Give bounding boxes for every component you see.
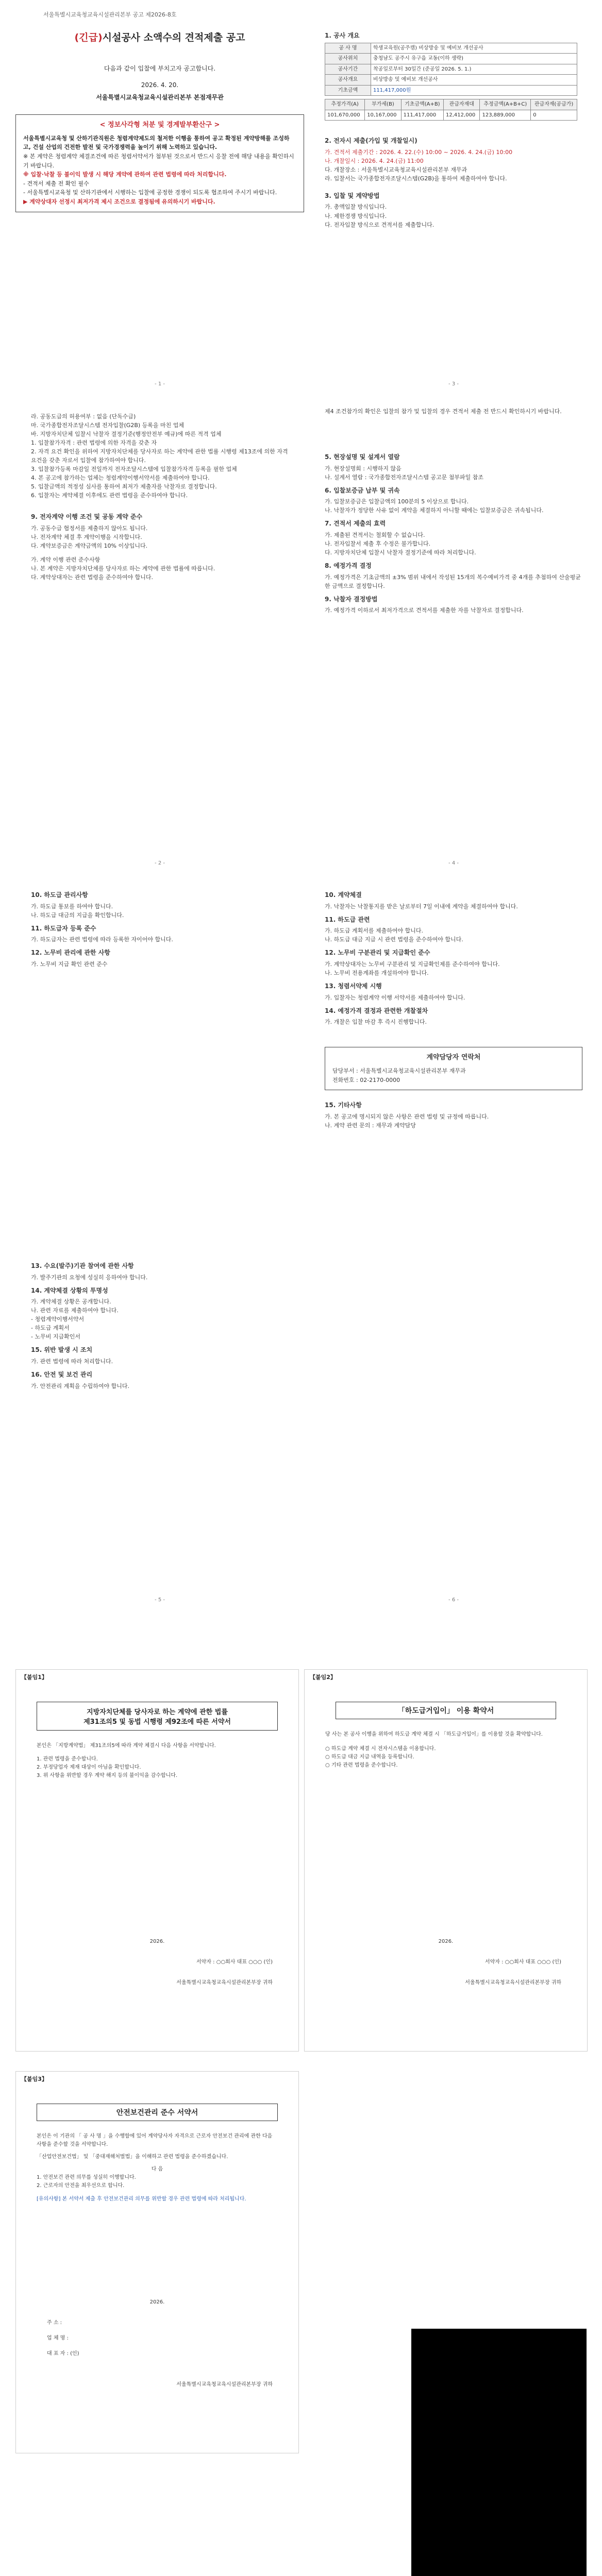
text-line: 다 음 [151,2166,163,2172]
text-line: 가. 제출된 견적서는 철회할 수 없습니다. [325,531,425,538]
issuer: 서울특별시교육청교육시설관리본부 본점재무관 [96,94,224,101]
left-page-4 [31,1257,289,1391]
section-heading: 15. 위반 발생 시 조치 [31,1346,93,1354]
text-line: 가. 하도급 계획서를 제출하여야 합니다. [325,927,423,935]
text-line: 1. 관련 법령을 준수합니다. [37,1756,98,1762]
text-line: 본인은 이 기관의 「 공 사 명 」을 수행함에 있어 계약당사자 자격으로 근로자 안전보건 관리에 관한 다음 사항을 준수할 것을 서약합니다. [37,2133,273,2147]
text-line: 나. 본 계약은 지방자치단체를 당사자로 하는 계약에 관한 법률에 따릅니다. [31,565,215,572]
text-line: 마. 국가종합전자조달시스템 전자입찰(G2B) 등록을 마친 업체 [31,422,185,429]
section-heading: 10. 계약체결 [325,891,362,899]
form-tag: 【붙임3】 [21,2076,47,2082]
table-row: 101,670,000 10,167,000 111,417,000 12,412,000 123,889,000 0 [325,110,577,121]
table-row: 공사개요 비상방송 및 예비보 개선공사 [325,75,577,86]
form-title: 안전보건관리 준수 서약서 [37,2104,278,2121]
contact-box-title: 계약담당자 연락처 [426,1054,481,1062]
text-line: 가. 하도급자는 관련 법령에 따라 등록한 자이어야 합니다. [31,936,173,943]
text-line: 5. 입찰금액의 적정성 심사를 통하여 최저가 제출자를 낙찰자로 결정합니다. [31,483,217,490]
text-line: - 노무비 지급확인서 [31,1333,80,1341]
text-line: 4. 본 공고에 참가하는 업체는 청렴계약이행서약서를 제출하여야 합니다. [31,474,210,482]
form-pledge-1 [15,1669,299,2052]
text-line: 다. 계약보증금은 계약금액의 10% 이상입니다. [31,543,148,550]
page-number: - 5 - [155,1597,165,1603]
form-safety-pledge [15,2071,299,2453]
form-date: 2026. [149,1939,165,1944]
text-line: 나. 설계서 열람 : 국가종합전자조달시스템 공고문 첨부파일 참조 [325,473,483,481]
document-header: 서울특별시교육청교육시설관리본부 공고 제2026-8호 [43,11,177,18]
right-page-1-bottom: 제4 조건참가의 확인은 입찰의 참가 및 입찰의 경우 견적서 제출 전 반드시 확인하시기 바랍니다. [325,408,562,415]
text-line: [유의사항] 본 서약서 제출 후 안전보건관리 의무를 위반할 경우 관련 법령에 따라 처리됩니다. [37,2196,246,2202]
form-tag: 【붙임2】 [310,1674,336,1681]
text-line: 가. 하도급 통보를 하여야 합니다. [31,903,113,910]
page-number: - 3 - [448,381,459,387]
text-line: 다. 계약상대자는 관련 법령을 준수하여야 합니다. [31,574,153,581]
section-heading: 15. 기타사항 [325,1101,362,1109]
text-line: ○ 하도급 대금 지급 내역을 등록합니다. [325,1754,414,1760]
text-line: 가. 낙찰자는 낙찰통지를 받은 날로부터 7일 이내에 계약을 체결하여야 합니다. [325,903,518,910]
text-line: 나. 하도급 대금 지급 시 관련 법령을 준수하여야 합니다. [325,936,463,943]
text-line: 2. 자격 요건 확인을 위하여 지방자치단체를 당사자로 하는 계약에 관한 법률 시행령 제13조에 의한 자격 요건을 갖춘 자로서 입찰에 참가하여야 합니다. [31,448,288,464]
section-heading: 10. 하도급 관리사항 [31,891,88,899]
page-number: - 6 - [448,1597,459,1603]
text-line: 나. 계약 관련 문의 : 재무과 계약담당 [325,1122,416,1129]
table-row: 공사위치 충청남도 공주시 유구읍 교동(이하 생략) [325,54,577,64]
form-signer: 서약자 : ○○회사 대표 ○○○ (인) [485,1959,561,1965]
text-line: ○ 기타 관련 법령을 준수합니다. [325,1762,398,1768]
page-number: - 4 - [448,860,459,866]
text-line: 1. 입찰참가자격 : 관련 법령에 의한 자격을 갖춘 자 [31,439,157,447]
text-line: 담당부서 : 서울특별시교육청교육시설관리본부 재무과 [332,1067,466,1075]
form-recipient: 서울특별시교육청교육시설관리본부장 귀하 [176,1980,273,1986]
section-heading: 14. 예정가격 결정과 관련한 개찰절차 [325,1007,428,1014]
text-line: 바. 지방자치단체 입찰시 낙찰자 결정기준(행정안전부 예규)에 따른 적격 업체 [31,431,222,438]
notice-box-title: < 정보사각형 처분 및 경계발부환산구 > [99,121,220,129]
text-line: 가. 노무비 지급 확인 관련 준수 [31,960,108,968]
intro-text: 다음과 같이 입찰에 부치고자 공고합니다. [104,65,216,72]
table-row: 공 사 명 학생교육원(공주캠) 비상방송 및 예비보 개선공사 [325,43,577,54]
project-summary-table [325,43,577,96]
text-line: 가. 계약 이행 관련 준수사항 [31,556,101,564]
form-date: 2026. [149,2299,165,2305]
left-page-3 [31,886,289,969]
text-line: 본인은 「지방계약법」 제31조의5에 따라 계약 체결시 다음 사항을 서약합니다. [37,1743,216,1749]
text-line: 3. 입찰참가등록 마감일 전일까지 전자조달시스템에 입찰참가자격 등록을 필한 업체 [31,466,237,473]
form-field: 주 소 : [47,2320,62,2326]
section-heading: 16. 안전 및 보건 관리 [31,1371,93,1379]
notice-red-line: ※ 입찰·낙찰 등 불이익 발생 시 해당 계약에 관하여 관련 법령에 따라 처리합니다. [23,171,227,178]
text-line: ○ 하도급 계약 체결 시 전자시스템을 이용합니다. [325,1746,436,1752]
section-heading: 11. 하도급자 등록 준수 [31,924,96,932]
form-signer: 서약자 : ○○회사 대표 ○○○ (인) [196,1959,273,1965]
form-field: 대 표 자 : (인) [47,2351,79,2357]
form-title: 「하도급거입이」 이용 확약서 [336,1702,556,1719]
text-line: - 하도급 계획서 [31,1325,70,1332]
section-heading: 11. 하도급 관련 [325,916,370,923]
form-recipient: 서울특별시교육청교육시설관리본부장 귀하 [176,2382,273,2387]
text-line: 나. 낙찰자가 정당한 사유 없이 계약을 체결하지 아니할 때에는 입찰보증금은 귀속됩니다. [325,507,544,514]
form-body [37,1742,278,1780]
text-line: 가. 견적서 제출기간 : 2026. 4. 22.(수) 10:00 ~ 2026. 4. 24.(금) 10:00 [325,148,513,156]
section-heading: 13. 청렴서약제 시행 [325,982,382,990]
notice-title [31,30,289,44]
notice-bullet: ▶ 계약상대자 선정시 최저가격 제시 조건으로 결정됨에 유의하시기 바랍니다. [23,198,215,205]
notice-paragraph: ※ 본 계약은 청렴계약 체결조건에 따른 청렴서약서가 첨부된 것으로서 반드시 응찰 전에 해당 내용을 확인하시기 바랍니다. [23,152,294,169]
form-date: 2026. [438,1939,454,1944]
form-title-box [37,1702,278,1731]
price-table [325,99,577,121]
section-heading: 8. 예정가격 결정 [325,562,372,570]
text-line: 「산업안전보건법」 및 「중대재해처벌법」을 이해하고 관련 법령을 준수하겠습니다. [37,2154,228,2160]
notice-date: 2026. 4. 20. [141,81,179,89]
text-line: 당 사는 본 공사 이행을 위하여 하도급 계약 체결 시 「하도급거입이」를 이용할 것을 확약합니다. [325,1732,543,1737]
section-heading: 13. 수요(발주)기관 참여에 관한 사항 [31,1262,134,1269]
text-line: 나. 하도급 대금의 지급을 확인합니다. [31,911,124,919]
title-prefix: (긴급) [74,32,103,43]
text-line: 1. 안전보건 관련 의무를 성실히 이행합니다. [37,2175,136,2180]
text-line: 가. 공동수급 협정서를 제출하지 않아도 됩니다. [31,525,148,532]
section-heading: 9. 전자계약 이행 조건 및 공동 계약 준수 [31,513,143,521]
text-line: 라. 공동도급의 허용여부 : 없음 (단독수급) [31,413,136,420]
text-line: 가. 입찰자는 청렴계약 이행 서약서를 제출하여야 합니다. [325,994,465,1001]
text-line: 가. 현장설명회 : 시행하지 않음 [325,465,402,472]
text-line: 6. 입찰자는 계약체결 이후에도 관련 법령을 준수하여야 합니다. [31,492,188,499]
text-line: 라. 입찰서는 국가종합전자조달시스템(G2B)을 통하여 제출하여야 합니다. [325,175,507,182]
text-line: 2. 근로자의 안전을 최우선으로 합니다. [37,2183,125,2189]
text-line: 가. 본 공고에 명시되지 않은 사항은 관련 법령 및 규정에 따릅니다. [325,1113,489,1120]
text-line: 2. 부정당업자 제재 대상이 아님을 확인합니다. [37,1765,141,1770]
text-line: 가. 예정가격은 기초금액의 ±3% 범위 내에서 작성된 15개의 복수예비가격 중 4개를 추첨하여 산술평균한 금액으로 결정합니다. [325,573,581,589]
text-line: 가. 예정가격 이하로서 최저가격으로 견적서를 제출한 자를 낙찰자로 결정합니다. [325,607,524,614]
page-number: - 2 - [155,860,165,866]
form-pledge-2 [304,1669,588,2052]
left-page-text [31,412,289,582]
table-header-row: 추정가격(A) 부가세(B) 기초금액(A+B) 관급자재대 추정금액(A+B+C) 관급자재(공급가) [325,99,577,110]
text-line: 나. 전자계약 체결 후 계약이행을 시작합니다. [31,534,142,541]
section-heading: 5. 현장설명 및 설계서 열람 [325,453,400,461]
text-line: 나. 개찰일시 : 2026. 4. 24.(금) 11:00 [325,157,424,164]
notice-bullet: - 서울특별시교육청 및 산하기관에서 시행하는 입찰에 공정한 경쟁이 되도록 협조하여 주시기 바랍니다. [23,189,277,196]
page-number: - 1 - [155,381,165,387]
table-row: 공사기간 착공일로부터 30일간 (준공일 2026. 5. 1.) [325,64,577,75]
text-line: 다. 지방자치단체 입찰시 낙찰자 결정기준에 따라 처리합니다. [325,549,476,556]
text-line: 3. 위 사항을 위반할 경우 계약 해지 등의 불이익을 감수합니다. [37,1773,178,1778]
text-line: 나. 제한경쟁 방식입니다. [325,212,387,219]
text-line: 다. 전자입찰 방식으로 견적서를 제출합니다. [325,221,434,228]
title-main: 시설공사 소액수의 견적제출 공고 [102,32,245,43]
section-heading: 1. 공사 개요 [325,32,360,39]
section-heading: 7. 견적서 제출의 효력 [325,520,386,528]
form-tag: 【붙임1】 [21,1674,47,1681]
right-page-3 [325,886,582,1130]
text-line: 나. 관련 자료를 제출하여야 합니다. [31,1307,119,1314]
form-title: 지방자치단체를 당사자로 하는 계약에 관한 법률 [87,1708,228,1716]
form-body [37,2132,278,2204]
text-line: 전화번호 : 02-2170-0000 [332,1076,400,1083]
text-line: 가. 관련 법령에 따라 처리합니다. [31,1358,113,1365]
text-line: 가. 개찰은 입찰 마감 후 즉시 진행합니다. [325,1019,427,1026]
text-line: 나. 전자입찰서 제출 후 수정은 불가합니다. [325,540,431,548]
notice-bullet: - 견적서 제출 전 확인 필수 [23,180,89,187]
section-heading: 14. 계약체결 상황의 투명성 [31,1286,108,1294]
form-recipient: 서울특별시교육청교육시설관리본부장 귀하 [465,1980,561,1986]
right-page-2 [325,448,582,615]
section-heading: 3. 입찰 및 계약방법 [325,192,380,199]
text-line: 가. 발주기관의 요청에 성실히 응하여야 합니다. [31,1274,148,1281]
contact-box [325,1047,582,1090]
section-heading: 6. 입찰보증금 납부 및 귀속 [325,486,400,494]
table-row: 기초금액 111,417,000원 [325,85,577,96]
text-line: 나. 노무비 전용계좌를 개설하여야 합니다. [325,969,429,976]
section-heading: 12. 노무비 관리에 관한 사항 [31,949,110,957]
text-line: - 청렴계약이행서약서 [31,1316,85,1323]
section-heading: 9. 낙찰자 결정방법 [325,595,378,603]
text-line: 가. 계약체결 상황은 공개합니다. [31,1298,111,1306]
text-line: 가. 안전관리 계획을 수립하여야 합니다. [31,1382,129,1389]
text-line: 가. 총액입찰 방식입니다. [325,204,387,211]
text-line: 가. 계약상대자는 노무비 구분관리 및 지급확인제를 준수하여야 합니다. [325,960,500,968]
form-title: 제31조의5 및 동법 시행령 제92조에 따른 서약서 [83,1718,231,1726]
section-heading: 12. 노무비 구분관리 및 지급확인 준수 [325,949,430,957]
notice-paragraph: 서울특별시교육청 및 산하기관직원은 청렴계약제도의 철저한 이행을 통하여 공고 확정된 계약방해를 조성하고, 건설 산업의 건전한 발전 및 국가경쟁력을 높이기 위해 노력하고 있습니다. [23,134,290,151]
black-region [411,2329,587,2576]
integrity-notice-box [15,114,304,212]
section-heading: 2. 전자시 제출(가입 및 개찰일시) [325,137,417,145]
text-line: 다. 개찰장소 : 서울특별시교육청교육시설관리본부 재무과 [325,166,467,173]
right-page-1 [325,27,582,229]
form-field: 업 체 명 : [47,2335,69,2341]
text-line: 가. 입찰보증금은 입찰금액의 100분의 5 이상으로 합니다. [325,498,469,505]
form-body [325,1731,566,1770]
